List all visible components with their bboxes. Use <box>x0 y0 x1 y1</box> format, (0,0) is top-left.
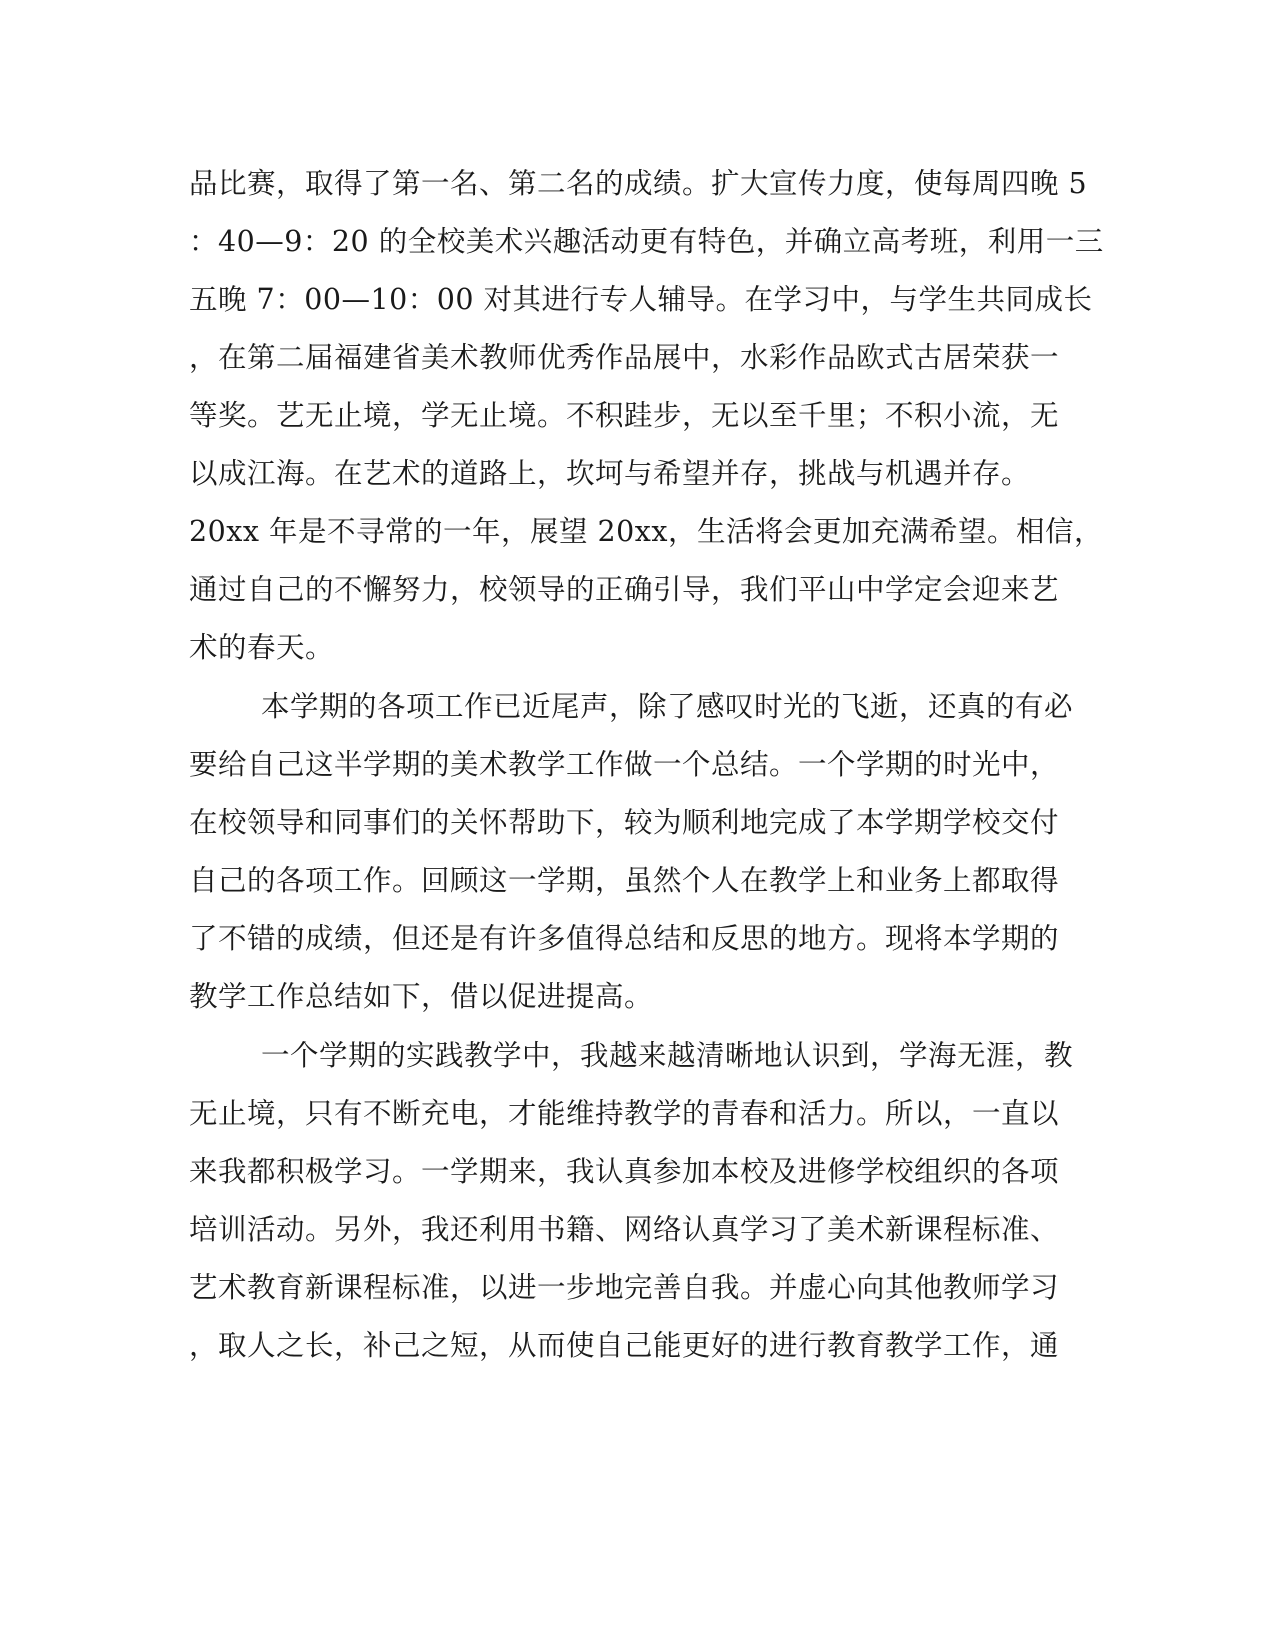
paragraph-line: ：40—9：20 的全校美术兴趣活动更有特色，并确立高考班，利用一三 <box>189 225 1104 258</box>
paragraph-line: 要给自己这半学期的美术教学工作做一个总结。一个学期的时光中， <box>189 748 1060 781</box>
paragraph-line: ，在第二届福建省美术教师优秀作品展中，水彩作品欧式古居荣获一 <box>189 341 1060 374</box>
paragraph-line: 以成江海。在艺术的道路上，坎坷与希望并存，挑战与机遇并存。 <box>189 457 1031 490</box>
paragraph-line: 20xx 年是不寻常的一年，展望 20xx，生活将会更加充满希望。相信， <box>189 515 1103 548</box>
paragraph-line: 来我都积极学习。一学期来，我认真参加本校及进修学校组织的各项 <box>189 1155 1060 1188</box>
paragraph-line: 一个学期的实践教学中，我越来越清晰地认识到，学海无涯，教 <box>261 1039 1074 1072</box>
paragraph-line: 通过自己的不懈努力，校领导的正确引导，我们平山中学定会迎来艺 <box>189 573 1060 606</box>
paragraph-line: ，取人之长，补己之短，从而使自己能更好的进行教育教学工作，通 <box>189 1329 1060 1362</box>
paragraph-line: 教学工作总结如下，借以促进提高。 <box>189 980 654 1013</box>
paragraph-line: 本学期的各项工作已近尾声，除了感叹时光的飞逝，还真的有必 <box>261 690 1074 723</box>
paragraph-line: 艺术教育新课程标准，以进一步地完善自我。并虚心向其他教师学习 <box>189 1271 1060 1304</box>
paragraph-line: 品比赛，取得了第一名、第二名的成绩。扩大宣传力度，使每周四晚 5 <box>189 167 1088 200</box>
paragraph-line: 等奖。艺无止境，学无止境。不积跬步，无以至千里；不积小流，无 <box>189 399 1060 432</box>
paragraph-line: 五晚 7：00—10：00 对其进行专人辅导。在学习中，与学生共同成长 <box>189 283 1093 316</box>
paragraph-line: 术的春天。 <box>189 631 335 664</box>
paragraph-line: 无止境，只有不断充电，才能维持教学的青春和活力。所以，一直以 <box>189 1097 1060 1130</box>
paragraph-line: 自己的各项工作。回顾这一学期，虽然个人在教学上和业务上都取得 <box>189 864 1060 897</box>
paragraph-line: 了不错的成绩，但还是有许多值得总结和反思的地方。现将本学期的 <box>189 922 1060 955</box>
paragraph-line: 在校领导和同事们的关怀帮助下，较为顺利地完成了本学期学校交付 <box>189 806 1060 839</box>
paragraph-line: 培训活动。另外，我还利用书籍、网络认真学习了美术新课程标准、 <box>189 1213 1060 1246</box>
